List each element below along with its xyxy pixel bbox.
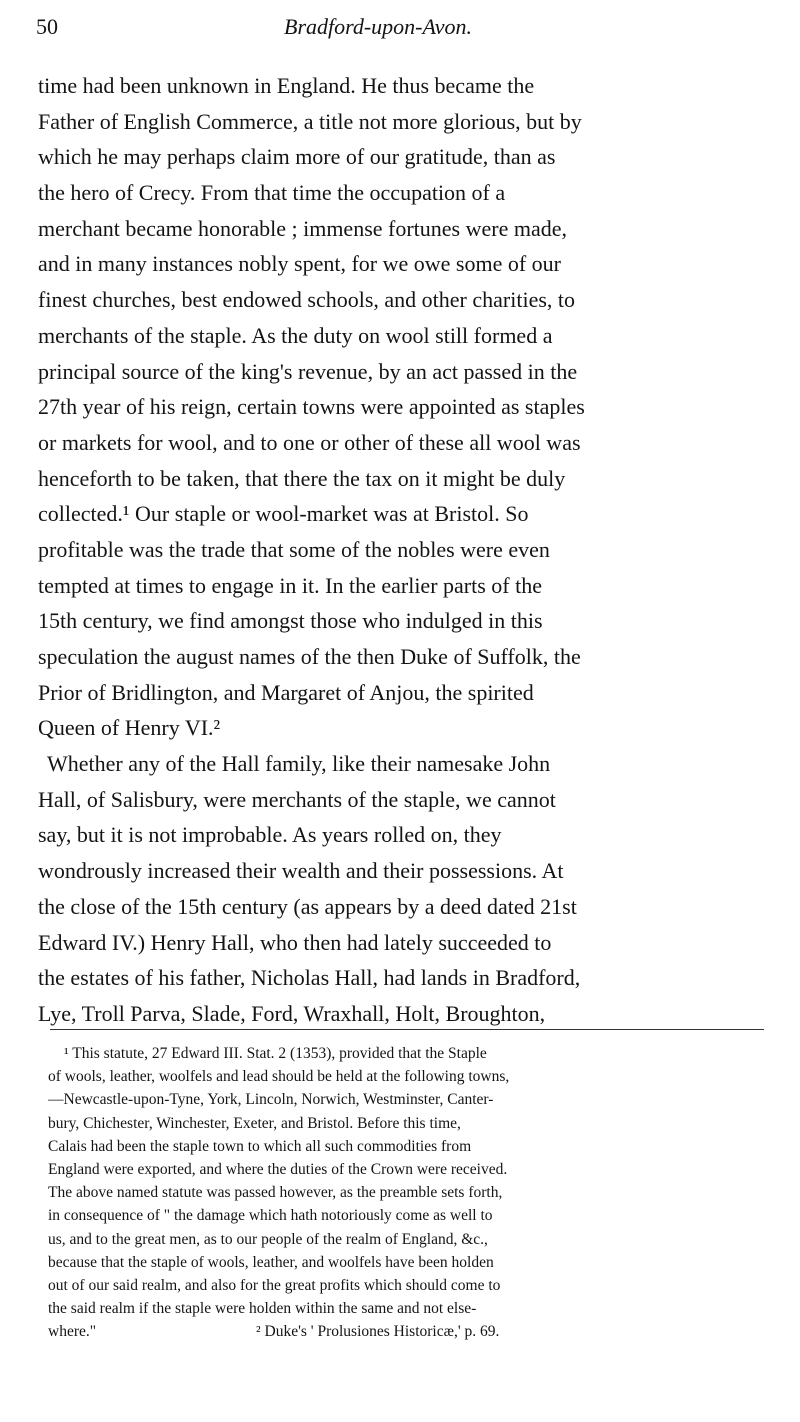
footnote-line: in consequence of " the damage which hath notoriously come as well to: [48, 1207, 493, 1225]
footnote-line: The above named statute was passed however, as the preamble sets forth,: [48, 1184, 503, 1202]
footnote-line: the said realm if the staple were holden within the same and not else-: [48, 1300, 477, 1318]
body-line: wondrously increased their wealth and their possessions. At: [38, 858, 564, 884]
running-head: [36, 14, 764, 48]
body-line: merchant became honorable ; immense fortunes were made,: [38, 215, 567, 241]
body-line: Lye, Troll Parva, Slade, Ford, Wraxhall, Holt, Broughton,: [38, 1000, 546, 1026]
footnote-two: ² Duke's ' Prolusiones Historicæ,' p. 69.: [256, 1323, 500, 1341]
footnote-line: because that the staple of wools, leather, and woolfels have been holden: [48, 1253, 494, 1271]
body-line: merchants of the staple. As the duty on wool still formed a: [38, 322, 553, 348]
footnote-line: ¹ This statute, 27 Edward III. Stat. 2 (1353), provided that the Staple: [64, 1045, 487, 1062]
body-line: the estates of his father, Nicholas Hall, had lands in Bradford,: [38, 965, 581, 991]
body-line: Father of English Commerce, a title not more glorious, but by: [38, 108, 582, 134]
body-line: speculation the august names of the then Duke of Suffolk, the: [38, 644, 581, 669]
body-line: 27th year of his reign, certain towns were appointed as staples: [38, 394, 585, 420]
footnote-line: of wools, leather, woolfels and lead should be held at the following towns,: [48, 1068, 510, 1086]
footnote-line: bury, Chichester, Winchester, Exeter, and Bristol. Before this time,: [48, 1114, 461, 1132]
body-line: henceforth to be taken, that there the tax on it might be duly: [38, 465, 566, 491]
body-text: [38, 68, 768, 1032]
body-line: profitable was the trade that some of the nobles were even: [38, 536, 550, 562]
body-line: time had been unknown in England. He thus became the: [38, 73, 535, 98]
footnote-line: —Newcastle-upon-Tyne, York, Lincoln, Norwich, Westminster, Canter-: [48, 1091, 494, 1109]
footnotes: [48, 1042, 770, 1343]
body-line: Prior of Bridlington, and Margaret of Anjou, the spirited: [38, 679, 534, 705]
footnote-line: out of our said realm, and also for the great profits which should come to: [48, 1276, 501, 1294]
body-line: which he may perhaps claim more of our gratitude, than as: [38, 144, 556, 170]
footnote-line: Calais had been the staple town to which all such commodities from: [48, 1137, 472, 1155]
body-line: the hero of Crecy. From that time the occupation of a: [38, 180, 506, 206]
body-line: principal source of the king's revenue, by an act passed in the: [38, 358, 578, 384]
footnote-line: England were exported, and where the duties of the Crown were received.: [48, 1160, 508, 1178]
body-line: say, but it is not improbable. As years rolled on, they: [38, 822, 502, 848]
body-line: Edward IV.) Henry Hall, who then had lately succeeded to: [38, 929, 552, 955]
body-line: or markets for wool, and to one or other of these all wool was: [38, 429, 581, 455]
running-title: Bradford-upon-Avon.: [284, 14, 472, 39]
paragraph-start-line: Whether any of the Hall family, like their namesake John: [47, 751, 551, 777]
body-line: the close of the 15th century (as appears by a deed dated 21st: [38, 893, 577, 919]
body-line: Hall, of Salisbury, were merchants of the staple, we cannot: [38, 786, 556, 812]
body-line: and in many instances nobly spent, for we owe some of our: [38, 251, 561, 277]
body-line: tempted at times to engage in it. In the earlier parts of the: [38, 572, 542, 598]
footnote-line: us, and to the great men, as to our people of the realm of England, &c.,: [48, 1230, 488, 1248]
body-line: 15th century, we find amongst those who indulged in this: [38, 608, 543, 634]
body-line: finest churches, best endowed schools, and other charities, to: [38, 287, 576, 313]
footnote-rule: [50, 1029, 764, 1030]
footnote-line: where." ² Duke's ' Prolusiones Historicæ,' p. 69.: [48, 1320, 770, 1343]
body-line: collected.¹ Our staple or wool-market was at Bristol. So: [38, 501, 529, 527]
page-number: 50: [36, 14, 58, 39]
body-line: Queen of Henry VI.²: [38, 715, 221, 741]
